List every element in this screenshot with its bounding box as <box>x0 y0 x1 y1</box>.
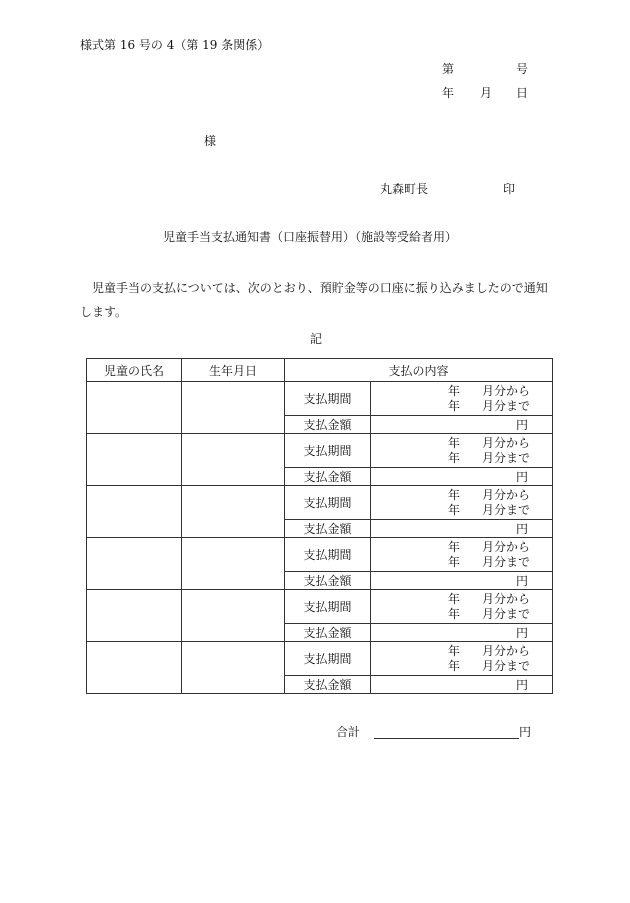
table-row <box>87 642 553 676</box>
period-to-text: 月分まで <box>482 658 531 673</box>
period-to-text: 月分まで <box>482 502 531 517</box>
header-birthdate: 生年月日 <box>182 359 285 382</box>
total-amount-field[interactable] <box>374 725 519 739</box>
period-label: 支払期間 <box>285 382 371 416</box>
table-row <box>87 434 553 468</box>
period-label: 支払期間 <box>285 434 371 468</box>
birthdate-cell[interactable] <box>182 434 285 486</box>
amount-cell[interactable] <box>371 572 553 590</box>
birthdate-cell[interactable] <box>182 382 285 434</box>
period-to-year: 年 <box>448 450 461 465</box>
body-text-line1: 児童手当の支払については、次のとおり、預貯金等の口座に振り込みましたので通知 <box>92 281 548 295</box>
amount-cell[interactable] <box>371 520 553 538</box>
period-to-text: 月分まで <box>482 450 531 465</box>
period-to-year: 年 <box>448 502 461 517</box>
total-label: 合計 <box>336 725 361 739</box>
birthdate-cell[interactable] <box>182 486 285 538</box>
period-from-year: 年 <box>448 643 461 658</box>
amount-cell[interactable] <box>371 468 553 486</box>
total-yen: 円 <box>519 725 532 739</box>
amount-label: 支払金額 <box>285 416 371 434</box>
table-row <box>87 590 553 624</box>
period-label: 支払期間 <box>285 538 371 572</box>
amount-yen: 円 <box>516 418 529 432</box>
period-from-text: 月分から <box>482 591 531 606</box>
amount-yen: 円 <box>516 626 529 640</box>
amount-label: 支払金額 <box>285 520 371 538</box>
addressee-suffix: 様 <box>204 134 217 148</box>
period-to-text: 月分まで <box>482 398 531 413</box>
document-title: 児童手当支払通知書（口座振替用）（施設等受給者用） <box>163 230 458 244</box>
amount-label: 支払金額 <box>285 572 371 590</box>
period-cell[interactable] <box>371 382 553 416</box>
amount-cell[interactable] <box>371 676 553 694</box>
header-payment-content: 支払の内容 <box>285 359 553 382</box>
total-row <box>336 725 531 739</box>
birthdate-cell[interactable] <box>182 590 285 642</box>
period-label: 支払期間 <box>285 590 371 624</box>
date-year: 年 <box>442 86 455 100</box>
period-to-text: 月分まで <box>482 606 531 621</box>
period-cell[interactable] <box>371 538 553 572</box>
form-number: 様式第 16 号の 4（第 19 条関係） <box>80 38 270 52</box>
amount-yen: 円 <box>516 522 529 536</box>
date-day: 日 <box>516 86 529 100</box>
date-month: 月 <box>480 86 493 100</box>
period-to-year: 年 <box>448 398 461 413</box>
child-name-cell[interactable] <box>87 590 182 642</box>
header-child-name: 児童の氏名 <box>87 359 182 382</box>
amount-yen: 円 <box>516 574 529 588</box>
period-to-year: 年 <box>448 554 461 569</box>
period-cell[interactable] <box>371 590 553 624</box>
table-row <box>87 486 553 520</box>
period-from-text: 月分から <box>482 643 531 658</box>
birthdate-cell[interactable] <box>182 642 285 694</box>
period-from-year: 年 <box>448 435 461 450</box>
period-cell[interactable] <box>371 642 553 676</box>
amount-label: 支払金額 <box>285 624 371 642</box>
period-to-year: 年 <box>448 658 461 673</box>
period-label: 支払期間 <box>285 486 371 520</box>
child-name-cell[interactable] <box>87 382 182 434</box>
period-from-year: 年 <box>448 539 461 554</box>
period-to-year: 年 <box>448 606 461 621</box>
amount-yen: 円 <box>516 678 529 692</box>
period-cell[interactable] <box>371 486 553 520</box>
period-label: 支払期間 <box>285 642 371 676</box>
table-row <box>87 382 553 416</box>
child-name-cell[interactable] <box>87 642 182 694</box>
payment-table <box>86 358 553 694</box>
amount-cell[interactable] <box>371 624 553 642</box>
period-to-text: 月分まで <box>482 554 531 569</box>
ki-label: 記 <box>310 332 323 346</box>
period-cell[interactable] <box>371 434 553 468</box>
issuer-seal: 印 <box>503 182 516 196</box>
amount-cell[interactable] <box>371 416 553 434</box>
amount-label: 支払金額 <box>285 676 371 694</box>
period-from-text: 月分から <box>482 435 531 450</box>
period-from-year: 年 <box>448 383 461 398</box>
issuer-name: 丸森町長 <box>380 182 429 196</box>
period-from-year: 年 <box>448 591 461 606</box>
table-row <box>87 538 553 572</box>
birthdate-cell[interactable] <box>182 538 285 590</box>
child-name-cell[interactable] <box>87 538 182 590</box>
doc-number-suffix: 号 <box>516 62 529 76</box>
child-name-cell[interactable] <box>87 486 182 538</box>
period-from-text: 月分から <box>482 383 531 398</box>
amount-label: 支払金額 <box>285 468 371 486</box>
period-from-text: 月分から <box>482 487 531 502</box>
amount-yen: 円 <box>516 470 529 484</box>
child-name-cell[interactable] <box>87 434 182 486</box>
period-from-year: 年 <box>448 487 461 502</box>
period-from-text: 月分から <box>482 539 531 554</box>
body-text-line2: します。 <box>80 305 128 319</box>
doc-number-prefix: 第 <box>442 62 455 76</box>
